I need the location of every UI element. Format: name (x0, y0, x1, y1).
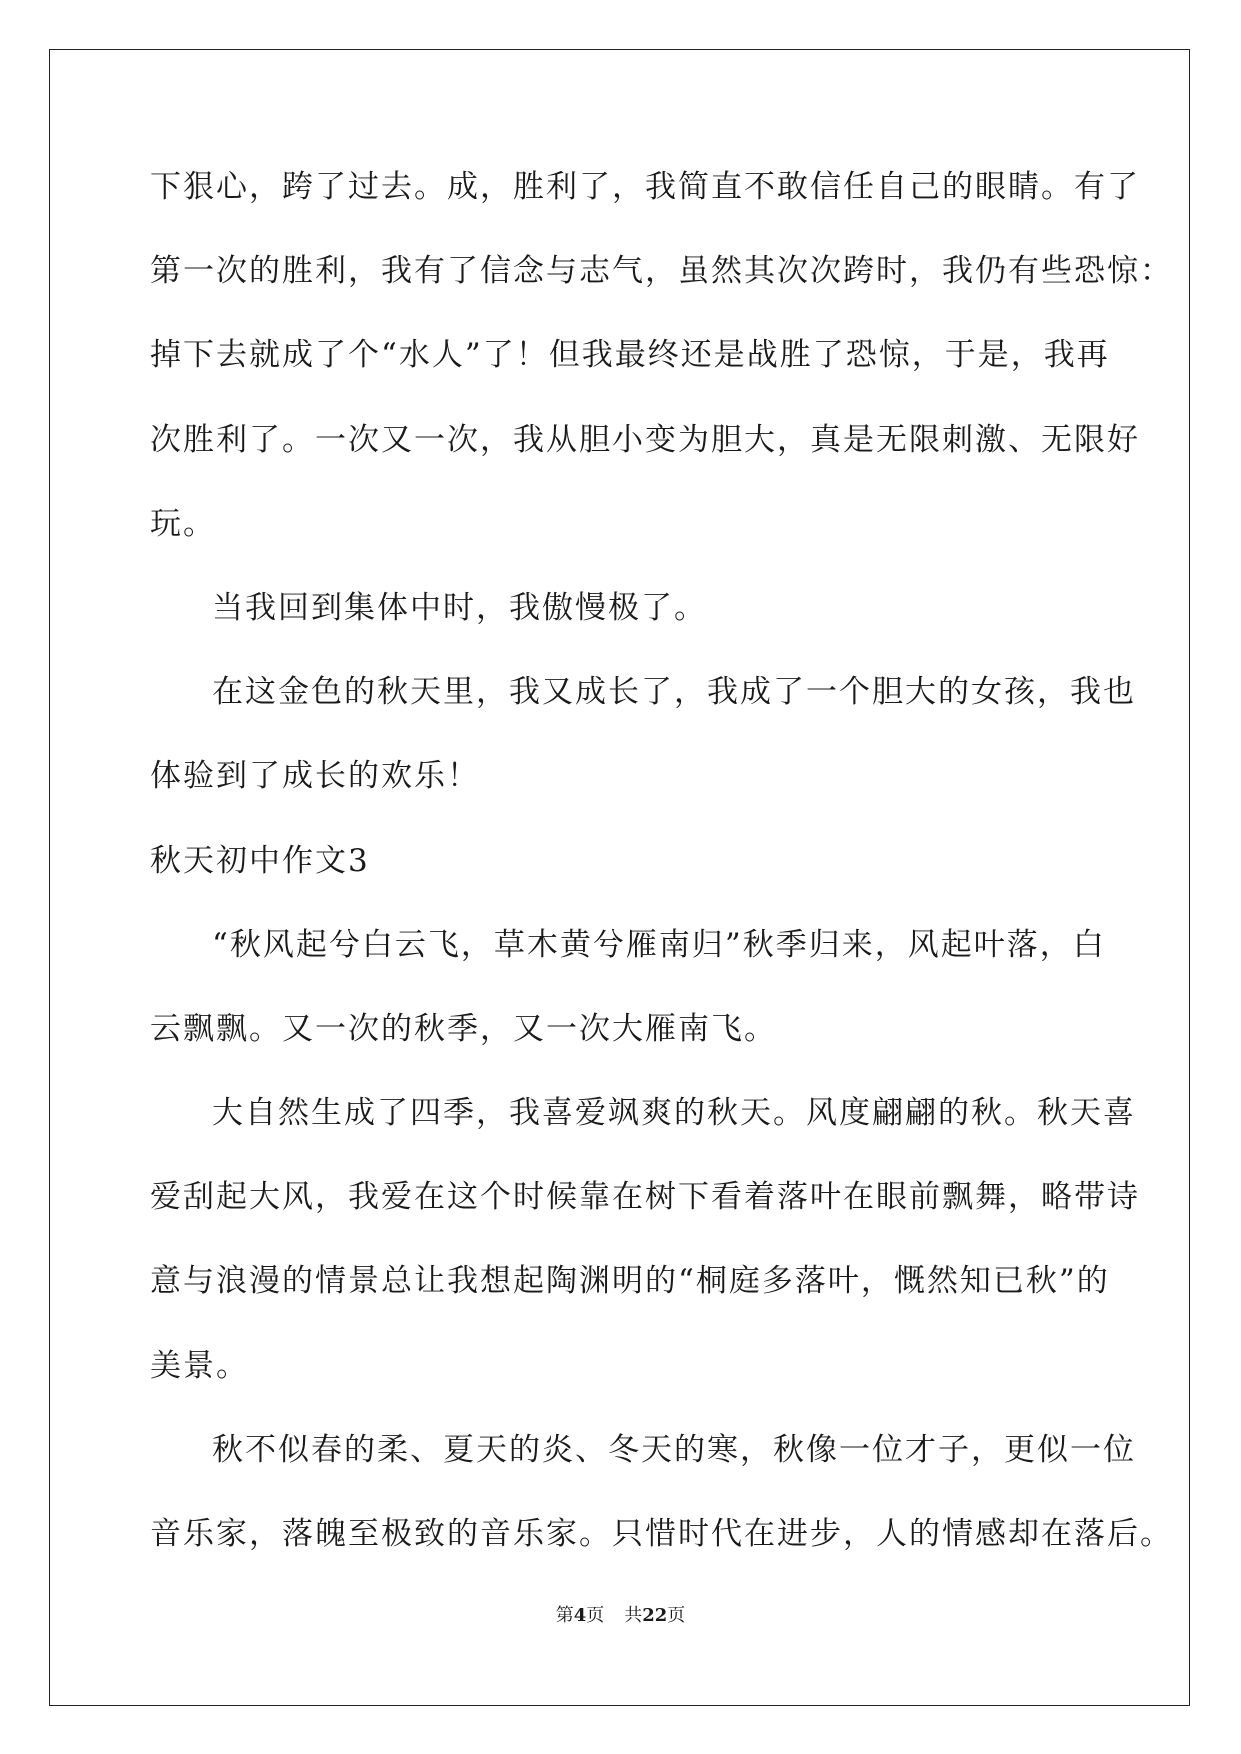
text-line: 美景。 (150, 1347, 249, 1384)
text-line: 下狠心，跨了过去。成，胜利了，我简直不敢信任自己的眼睛。有了 (150, 169, 1140, 205)
text-line: 次胜利了。一次又一次，我从胆小变为胆大，真是无限刺激、无限好 (150, 421, 1140, 458)
text-line: 第一次的胜利，我有了信念与志气，虽然其次次跨时，我仍有些恐惊： (150, 253, 1173, 290)
text-line: 在这金色的秋天里，我又成长了，我成了一个胆大的女孩，我也 (212, 674, 1136, 711)
footer-prefix: 第 (555, 1605, 574, 1626)
footer-page-number: 4 (573, 1605, 587, 1626)
text-line: 大自然生成了四季，我喜爱飒爽的秋天。风度翩翩的秋。秋天喜 (212, 1095, 1136, 1132)
footer-page-suffix: 页 (586, 1605, 605, 1626)
text-line: 秋不似春的柔、夏天的炎、冬天的寒，秋像一位才子，更似一位 (212, 1431, 1136, 1468)
text-line: 意与浪漫的情景总让我想起陶渊明的“桐庭多落叶，慨然知已秋”的 (150, 1263, 1110, 1300)
text-line: 体验到了成长的欢乐！ (150, 758, 480, 795)
text-line: 当我回到集体中时，我傲慢极了。 (212, 589, 707, 626)
footer-total-pages: 22 (642, 1605, 668, 1626)
text-line: 爱刮起大风，我爱在这个时候靠在树下看着落叶在眼前飘舞，略带诗 (150, 1179, 1140, 1216)
text-line: “秋风起兮白云飞，草木黄兮雁南归”秋季归来，风起叶落，白 (212, 926, 1106, 963)
footer-total-prefix: 共 (624, 1605, 643, 1626)
footer-total-suffix: 页 (667, 1605, 686, 1626)
text-line: 掉下去就成了个“水人”了！但我最终还是战胜了恐惊，于是，我再 (150, 337, 1110, 374)
page-footer (0, 1601, 1241, 1627)
text-line: 音乐家，落魄至极致的音乐家。只惜时代在进步，人的情感却在落后。 (150, 1516, 1173, 1552)
text-line: 玩。 (150, 505, 216, 542)
document-body (150, 145, 1173, 1576)
text-line: 云飘飘。又一次的秋季，又一次大雁南飞。 (150, 1010, 777, 1047)
text-line: 秋天初中作文3 (150, 842, 370, 879)
